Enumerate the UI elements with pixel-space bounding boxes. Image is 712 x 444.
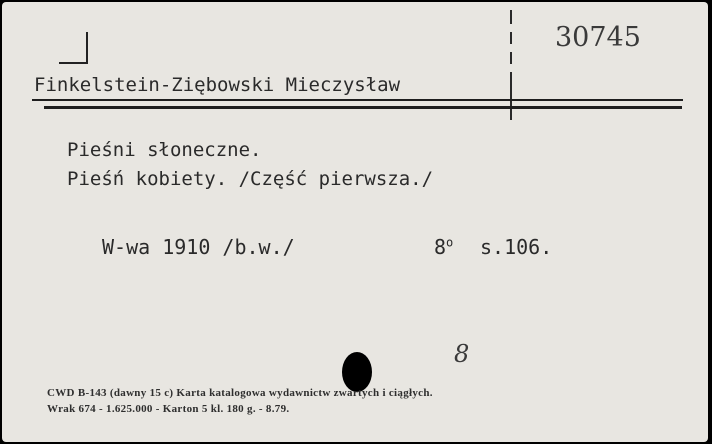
header-rule-thin xyxy=(32,99,683,101)
pencil-mark: 8 xyxy=(454,340,470,368)
catalog-card xyxy=(2,2,708,442)
imprint: W-wa 1910 /b.w./ xyxy=(102,235,295,259)
format-number: 8 xyxy=(434,235,447,259)
format xyxy=(434,235,453,259)
footer-line-2: Wrak 674 - 1.625.000 - Karton 5 kl. 180 g. - 8.79. xyxy=(47,403,290,415)
card-number: 30745 xyxy=(555,22,641,53)
title-line-2: Pieśń kobiety. /Część pierwsza./ xyxy=(67,168,434,190)
format-superscript: o xyxy=(446,235,454,250)
header-rule-thick xyxy=(44,106,682,109)
vertical-guide-segment xyxy=(510,52,512,64)
footer-line-1: CWD B-143 (dawny 15 c) Karta katalogowa wydawnictw zwartych i ciągłych. xyxy=(47,387,433,399)
vertical-guide-segment xyxy=(510,72,512,120)
vertical-guide-segment xyxy=(510,32,512,44)
corner-mark xyxy=(59,32,88,64)
pages: s.106. xyxy=(480,235,553,259)
punch-hole xyxy=(342,352,372,392)
author-heading: Finkelstein-Ziębowski Mieczysław xyxy=(34,74,401,96)
title-line-1: Pieśni słoneczne. xyxy=(67,139,262,161)
vertical-guide-segment xyxy=(510,10,512,24)
